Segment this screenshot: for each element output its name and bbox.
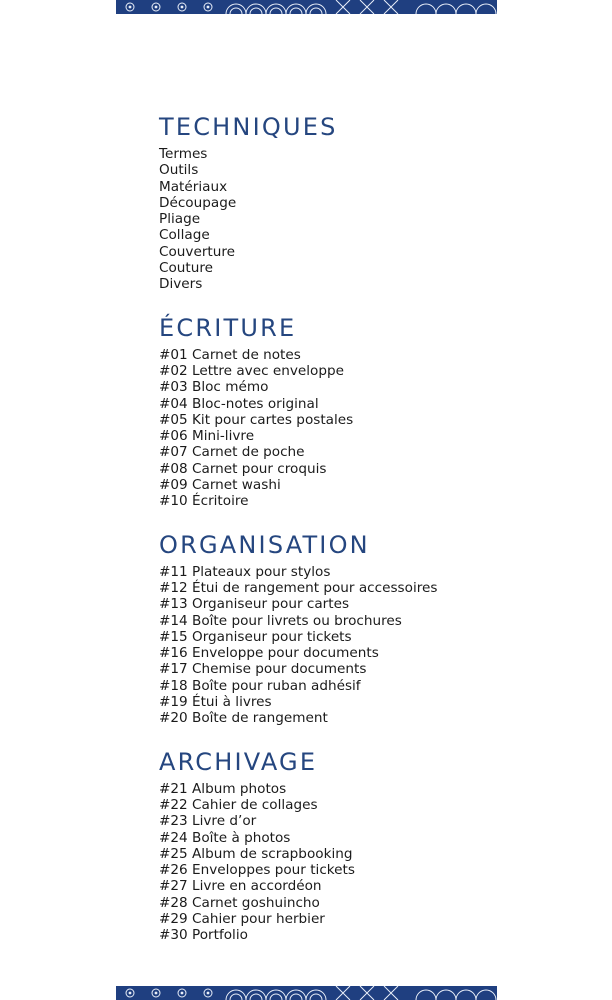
list-item: #23 Livre d’or: [159, 813, 257, 830]
list-item: #12 Étui de rangement pour accessoires: [159, 579, 438, 596]
section-organisation: [159, 530, 579, 727]
section-items: [159, 347, 579, 510]
list-item: #07 Carnet de poche: [159, 444, 305, 461]
list-item: #14 Boîte pour livrets ou brochures: [159, 612, 402, 629]
bottom-pattern-band: [116, 986, 497, 1000]
list-item: #20 Boîte de rangement: [159, 710, 328, 727]
list-item: #11 Plateaux pour stylos: [159, 563, 331, 580]
section-ecriture: [159, 313, 579, 510]
list-item: #28 Carnet goshuincho: [159, 894, 320, 911]
list-item: Divers: [159, 276, 203, 293]
list-item: Couverture: [159, 243, 236, 260]
section-items: [159, 146, 579, 293]
list-item: #05 Kit pour cartes postales: [159, 411, 354, 428]
list-item: #30 Portfolio: [159, 927, 248, 944]
list-item: #17 Chemise pour documents: [159, 661, 367, 678]
list-item: #18 Boîte pour ruban adhésif: [159, 677, 361, 694]
list-item: #10 Écritoire: [159, 493, 249, 510]
list-item: #01 Carnet de notes: [159, 346, 301, 363]
section-items: [159, 781, 579, 944]
list-item: #02 Lettre avec enveloppe: [159, 362, 344, 379]
list-item: #09 Carnet washi: [159, 477, 281, 494]
list-item: Matériaux: [159, 178, 228, 195]
list-item: #26 Enveloppes pour tickets: [159, 862, 355, 879]
list-item: Pliage: [159, 211, 201, 228]
list-item: Collage: [159, 227, 210, 244]
list-item: #29 Cahier pour herbier: [159, 910, 325, 927]
section-archivage: [159, 747, 579, 944]
list-item: #15 Organiseur pour tickets: [159, 628, 352, 645]
contents-list: [159, 112, 579, 964]
list-item: Outils: [159, 162, 199, 179]
section-techniques: [159, 112, 579, 293]
list-item: #04 Bloc-notes original: [159, 395, 319, 412]
list-item: #19 Étui à livres: [159, 694, 272, 711]
list-item: #08 Carnet pour croquis: [159, 460, 327, 477]
list-item: Couture: [159, 260, 214, 277]
list-item: #24 Boîte à photos: [159, 829, 291, 846]
list-item: #25 Album de scrapbooking: [159, 845, 353, 862]
section-title: ARCHIVAGE: [159, 747, 318, 776]
list-item: #13 Organiseur pour cartes: [159, 596, 350, 613]
top-pattern-band: [116, 0, 497, 14]
list-item: #06 Mini-livre: [159, 428, 255, 445]
list-item: Découpage: [159, 194, 237, 211]
list-item: Termes: [159, 146, 208, 162]
list-item: #22 Cahier de collages: [159, 796, 318, 813]
section-items: [159, 564, 579, 727]
list-item: #16 Enveloppe pour documents: [159, 645, 379, 662]
list-item: #27 Livre en accordéon: [159, 878, 322, 895]
section-title: ORGANISATION: [159, 530, 370, 559]
list-item: #03 Bloc mémo: [159, 379, 269, 396]
section-title: TECHNIQUES: [159, 113, 338, 141]
list-item: #21 Album photos: [159, 780, 287, 797]
section-title: ÉCRITURE: [159, 313, 297, 342]
